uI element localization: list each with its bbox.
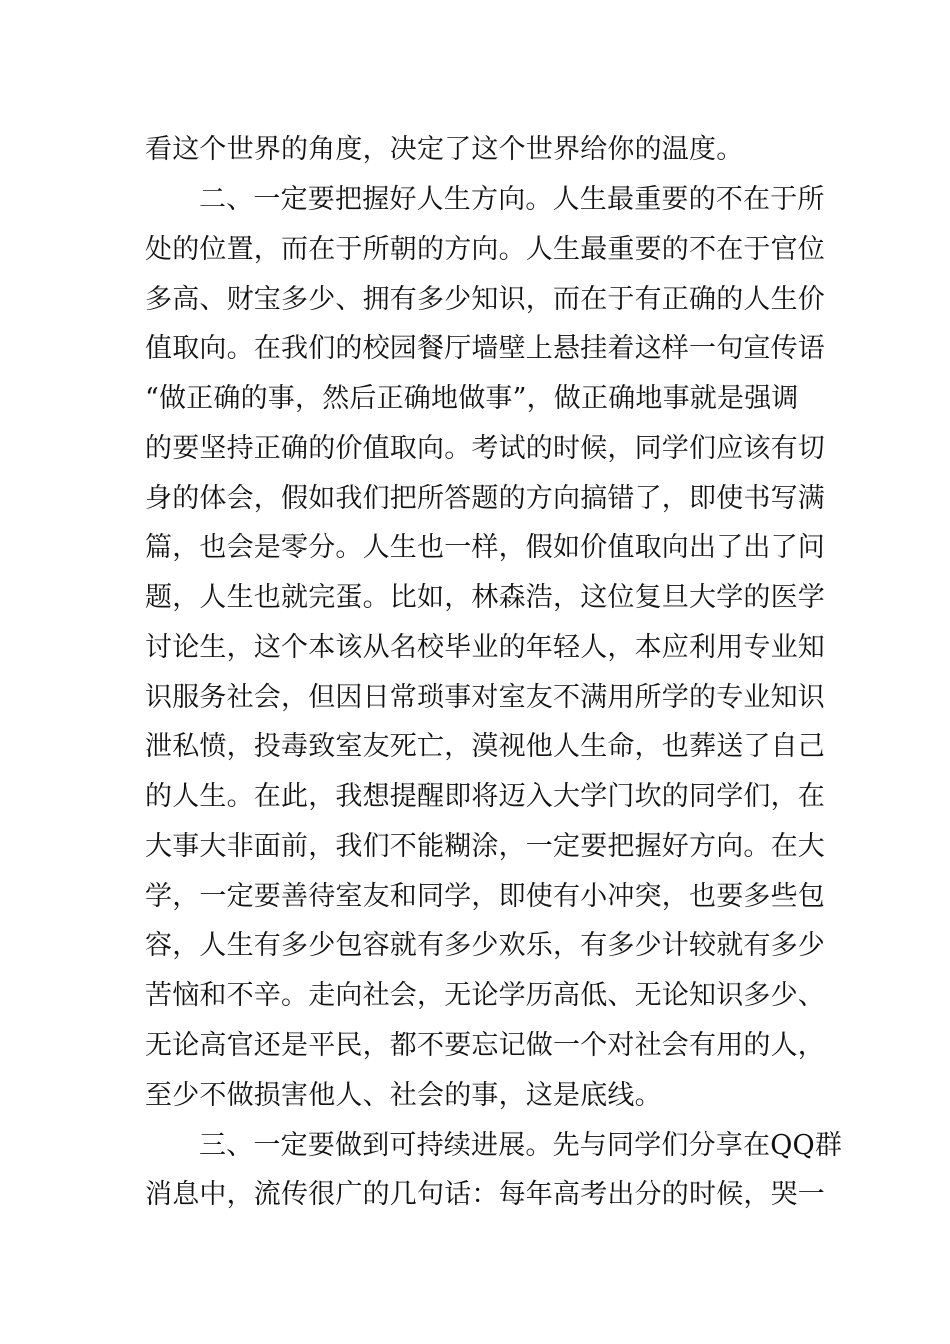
text-line: “做正确的事，然后正确地做事”，做正确地事就是强调 bbox=[145, 383, 799, 414]
text-line: 消息中，流传很广的几句话：每年高考出分的时候，哭一 bbox=[145, 1179, 825, 1210]
text-line: 多高、财宝多少、拥有多少知识，而在于有正确的人生价 bbox=[145, 284, 825, 315]
text-line: 至少不做损害他人、社会的事，这是底线。 bbox=[145, 1080, 662, 1111]
text-line: 看这个世界的角度，决定了这个世界给你的温度。 bbox=[145, 134, 744, 165]
text-line: 处的位置，而在于所朝的方向。人生最重要的不在于官位 bbox=[145, 234, 825, 265]
paragraph-start-line: 三、一定要做到可持续进展。先与同学们分享在QQ群 bbox=[199, 1130, 843, 1161]
text-line: 题，人生也就完蛋。比如，林森浩，这位复旦大学的医学 bbox=[145, 582, 825, 613]
text-line: 讨论生，这个本该从名校毕业的年轻人，本应利用专业知 bbox=[145, 632, 825, 663]
text-line: 的人生。在此，我想提醒即将迈入大学门坎的同学们，在 bbox=[145, 781, 825, 812]
text-line: 容，人生有多少包容就有多少欢乐，有多少计较就有多少 bbox=[145, 930, 825, 961]
text-line: 泄私愤，投毒致室友死亡，漠视他人生命，也葬送了自己 bbox=[145, 731, 825, 762]
text-line: 大事大非面前，我们不能糊涂，一定要把握好方向。在大 bbox=[145, 831, 825, 862]
text-line: 身的体会，假如我们把所答题的方向搞错了，即使书写满 bbox=[145, 483, 825, 514]
text-line: 学，一定要善待室友和同学，即使有小冲突，也要多些包 bbox=[145, 881, 825, 912]
text-line: 无论高官还是平民，都不要忘记做一个对社会有用的人， bbox=[145, 1030, 825, 1061]
text-line: 值取向。在我们的校园餐厅墙壁上悬挂着这样一句宣传语 bbox=[145, 333, 825, 364]
paragraph-start-line: 二、一定要把握好人生方向。人生最重要的不在于所 bbox=[199, 184, 825, 215]
text-line: 的要坚持正确的价值取向。考试的时候，同学们应该有切 bbox=[145, 433, 825, 464]
text-line: 篇，也会是零分。人生也一样，假如价值取向出了出了问 bbox=[145, 532, 825, 563]
text-line: 识服务社会，但因日常琐事对室友不满用所学的专业知识 bbox=[145, 682, 825, 713]
text-line: 苦恼和不辛。走向社会，无论学历高低、无论知识多少、 bbox=[145, 980, 825, 1011]
